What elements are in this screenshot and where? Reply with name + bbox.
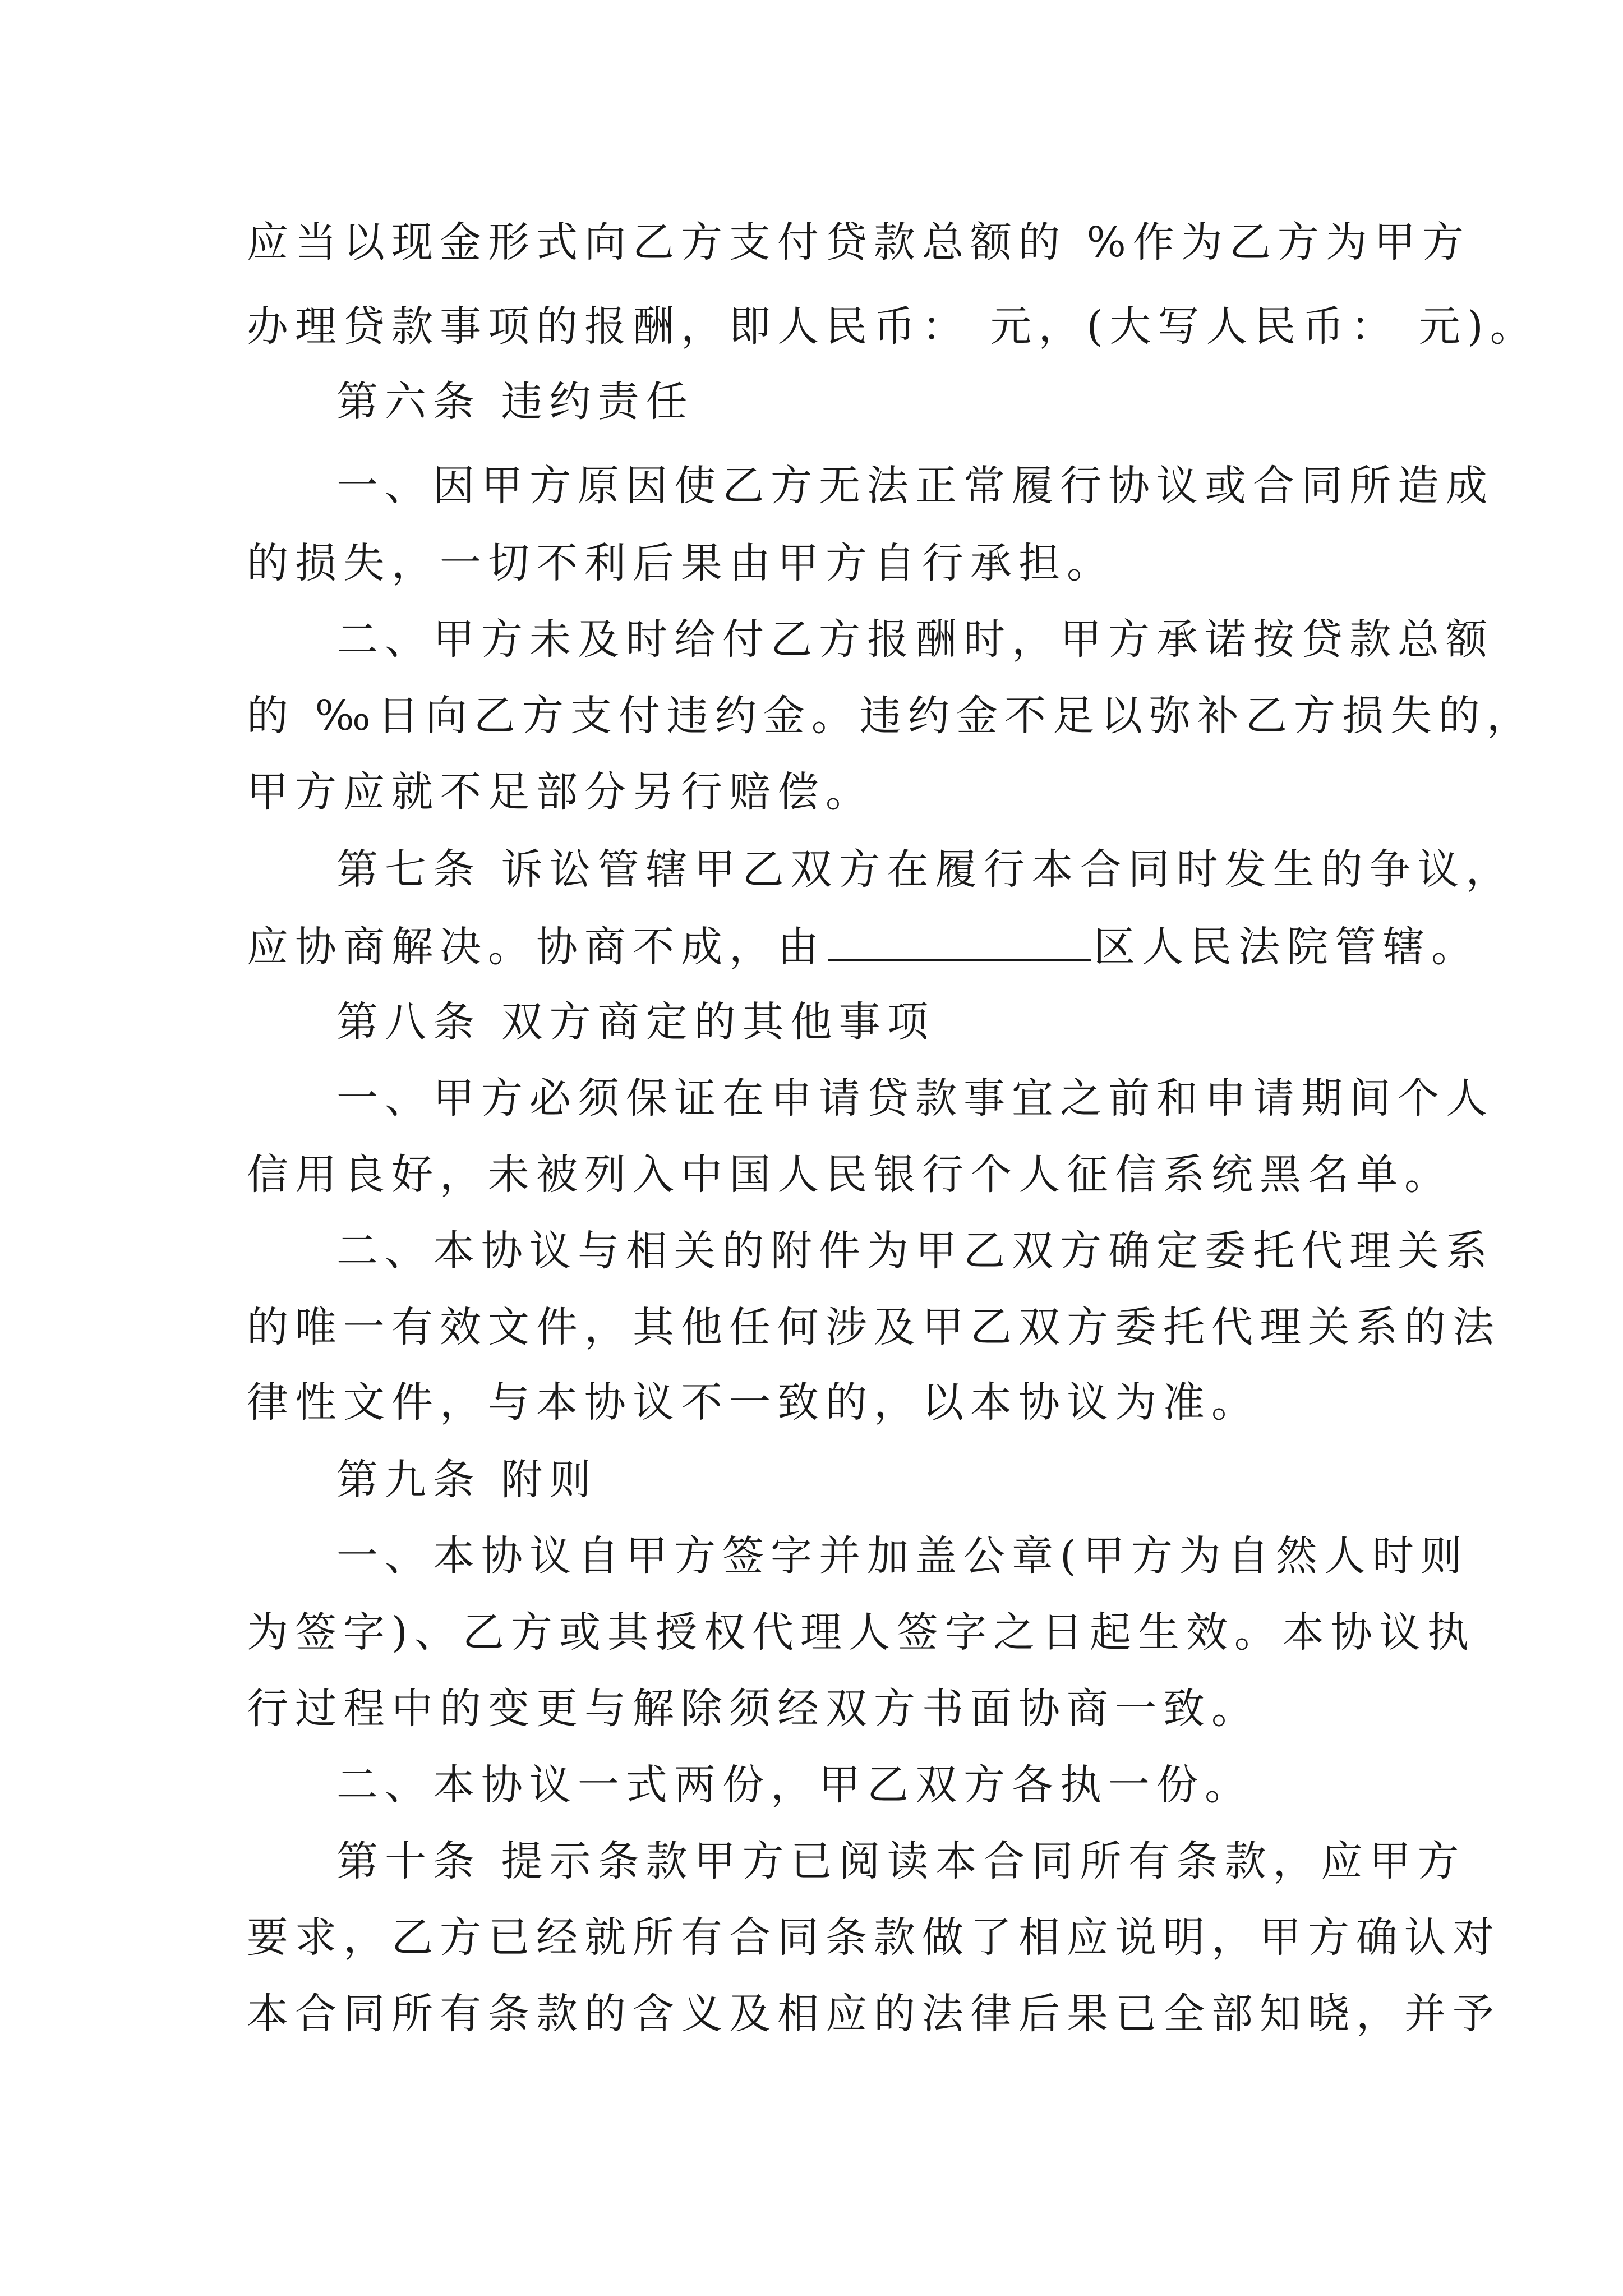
body-text-line: 应当以现金形式向乙方支付贷款总额的 %作为乙方为甲方	[247, 218, 1470, 266]
text-after-blank: 区人民法院管辖。	[1094, 923, 1479, 971]
body-text-line: 办理贷款事项的报酬，即人民币： 元，(大写人民币： 元)。	[247, 302, 1538, 351]
body-text-line: 一、本协议自甲方签字并加盖公章(甲方为自然人时则	[336, 1532, 1469, 1580]
body-text-line: 为签字)、乙方或其授权代理人签字之日起生效。本协议执	[247, 1608, 1476, 1657]
text-before-blank: 应协商解决。协商不成，由	[247, 923, 826, 971]
body-text-line: 甲方应就不足部分另行赔偿。	[247, 768, 874, 816]
article-7-heading: 第七条 诉讼管辖甲乙双方在履行本合同时发生的争议，	[336, 845, 1514, 894]
body-text-line: 一、甲方必须保证在申请贷款事宜之前和申请期间个人	[336, 1074, 1494, 1122]
body-text-line: 本合同所有条款的含义及相应的法律后果已全部知晓，并予	[247, 1990, 1501, 2038]
court-name-blank	[828, 918, 1091, 961]
body-text-line: 一、因甲方原因使乙方无法正常履行协议或合同所造成	[336, 462, 1494, 510]
body-text-line: 的损失，一切不利后果由甲方自行承担。	[247, 539, 1115, 587]
body-text-line: 的唯一有效文件，其他任何涉及甲乙双方委托代理关系的法	[247, 1303, 1501, 1351]
article-10-heading: 第十条 提示条款甲方已阅读本合同所有条款，应甲方	[336, 1837, 1466, 1885]
body-text-line: 信用良好，未被列入中国人民银行个人征信系统黑名单。	[247, 1151, 1453, 1199]
body-text-line: 二、甲方未及时给付乙方报酬时，甲方承诺按贷款总额	[336, 615, 1494, 664]
body-text-line: 二、本协议与相关的附件为甲乙双方确定委托代理关系	[336, 1227, 1494, 1275]
body-text-line: 要求，乙方已经就所有合同条款做了相应说明，甲方确认对	[247, 1913, 1501, 1962]
article-8-heading: 第八条 双方商定的其他事项	[336, 998, 935, 1046]
body-text-line: 律性文件，与本协议不一致的，以本协议为准。	[247, 1378, 1260, 1427]
body-text-line: 行过程中的变更与解除须经双方书面协商一致。	[247, 1685, 1260, 1733]
body-text-line: 二、本协议一式两份，甲乙双方各执一份。	[336, 1761, 1253, 1809]
body-text-line-with-blank	[247, 918, 1479, 974]
article-9-heading: 第九条 附则	[336, 1456, 598, 1504]
article-6-heading: 第六条 违约责任	[336, 378, 694, 426]
body-text-line: 的 ‰日向乙方支付违约金。违约金不足以弥补乙方损失的，	[247, 692, 1535, 740]
